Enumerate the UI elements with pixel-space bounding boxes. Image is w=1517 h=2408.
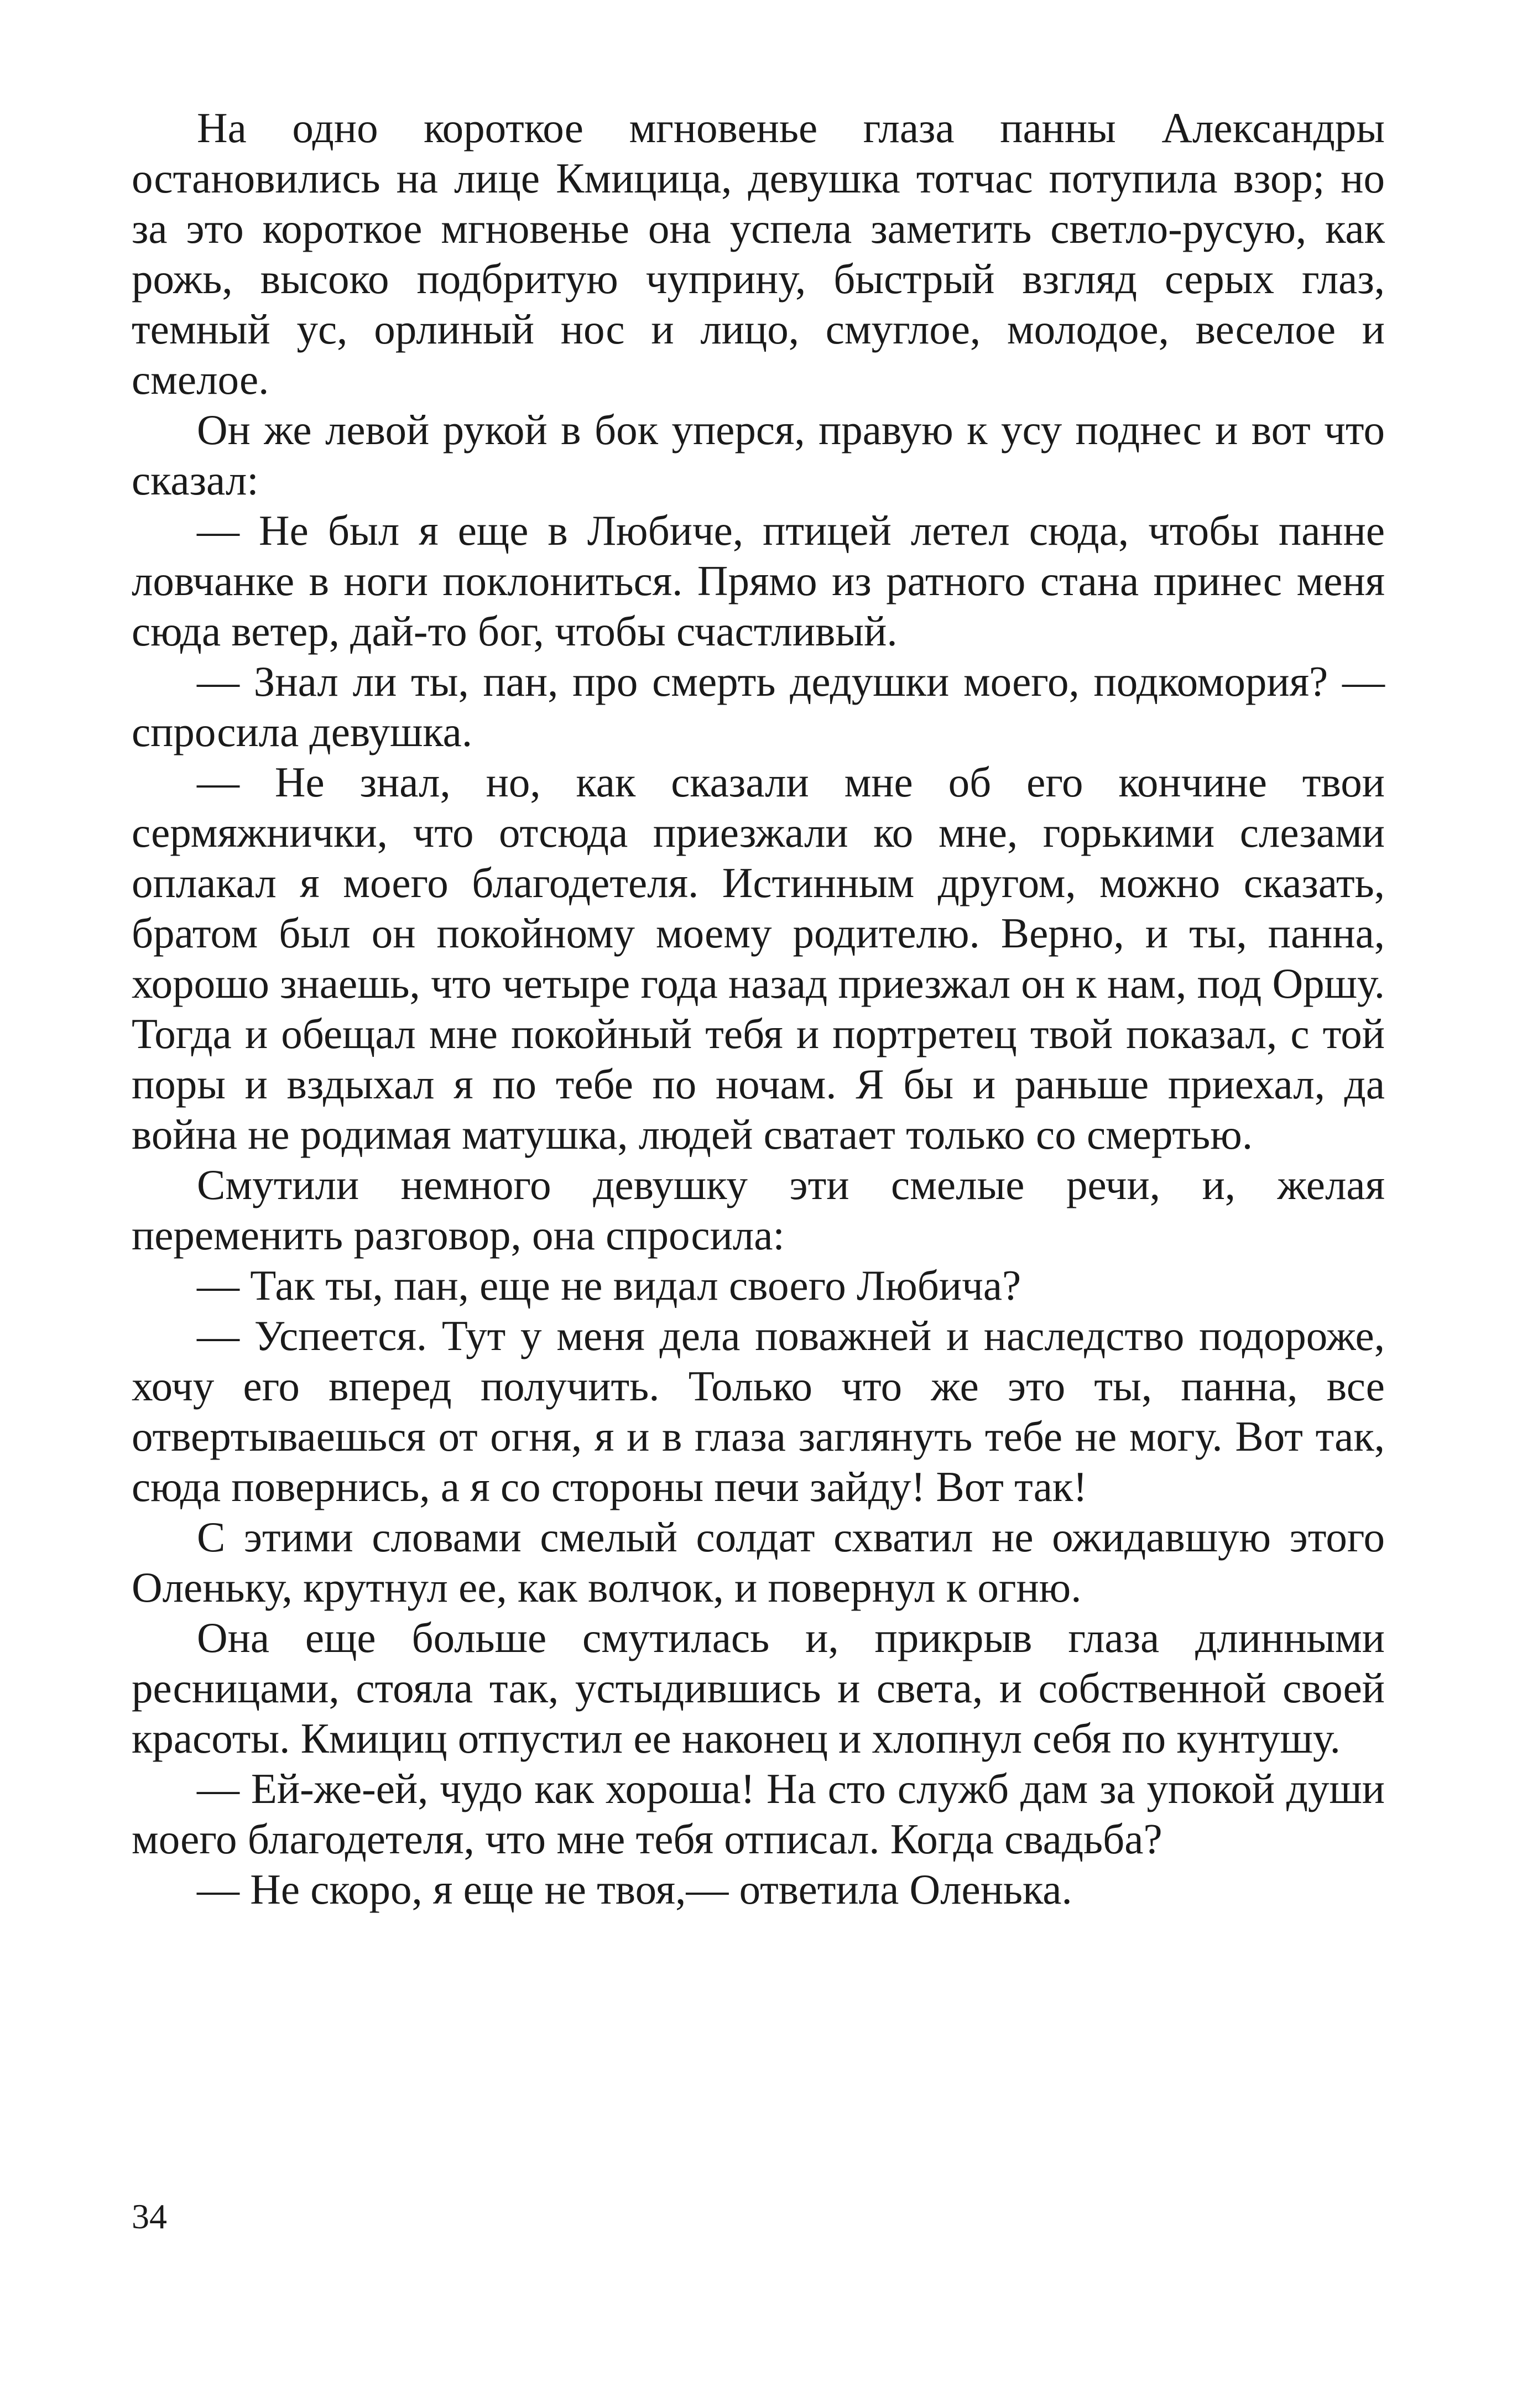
paragraph: — Ей-же-ей, чудо как хороша! На сто служб дам за упокой души моего благодетеля, что мне тебя отписал. Когда свадьба? bbox=[132, 1765, 1385, 1863]
paragraph: — Не знал, но, как сказали мне об его кончине твои сермяжнички, что отсюда приезжали ко мне, горькими слезами оплакал я моего благодетеля. Истинным другом, можно сказать, братом был он покойному моему родителю. Верно, и ты, панна, хорошо знаешь, что четыре года назад приезжал он к нам, под Оршу. Тогда и обещал мне покойный тебя и портретец твой показал, с той поры и вздыхал я по тебе по ночам. Я бы и раньше приехал, да война не родимая матушка, людей сватает только со смертью. bbox=[132, 758, 1385, 1158]
paragraph: — Знал ли ты, пан, про смерть дедушки моего, подкомория? — спросила девушка. bbox=[132, 658, 1385, 755]
paragraph: На одно короткое мгновенье глаза панны Александры остановились на лице Кмицица, девушка тотчас потупила взор; но за это короткое мгновенье она успела заметить светло-русую, как рожь, высоко подбритую чуприну, быстрый взгляд серых глаз, темный ус, орлиный нос и лицо, смуглое, молодое, веселое и смелое. bbox=[132, 104, 1385, 403]
paragraph: Она еще больше смутилась и, прикрыв глаза длинными ресницами, стояла так, устыдившись и света, и собственной своей красоты. Кмициц отпустил ее наконец и хлопнул себя по кунтушу. bbox=[132, 1614, 1385, 1762]
page-body-text bbox=[132, 103, 1385, 1915]
page-number: 34 bbox=[132, 2197, 167, 2236]
paragraph: С этими словами смелый солдат схватил не ожидавшую этого Оленьку, крутнул ее, как волчок, и повернул к огню. bbox=[132, 1513, 1385, 1611]
paragraph: Смутили немного девушку эти смелые речи, и, желая переменить разговор, она спросила: bbox=[132, 1161, 1385, 1259]
paragraph: — Не скоро, я еще не твоя,— ответила Оленька. bbox=[197, 1865, 1072, 1913]
paragraph: — Не был я еще в Любиче, птицей летел сюда, чтобы панне ловчанке в ноги поклониться. Прямо из ратного стана принес меня сюда ветер, дай-то бог, чтобы счастливый. bbox=[132, 507, 1385, 655]
paragraph: — Успеется. Тут у меня дела поважней и наследство подороже, хочу его вперед получить. Только что же это ты, панна, все отвертываешься от огня, я и в глаза заглянуть тебе не могу. Вот так, сюда повернись, а я со стороны печи зайду! Вот так! bbox=[132, 1312, 1385, 1510]
paragraph: — Так ты, пан, еще не видал своего Любича? bbox=[197, 1262, 1021, 1309]
paragraph: Он же левой рукой в бок уперся, правую к усу поднес и вот что сказал: bbox=[132, 406, 1385, 504]
